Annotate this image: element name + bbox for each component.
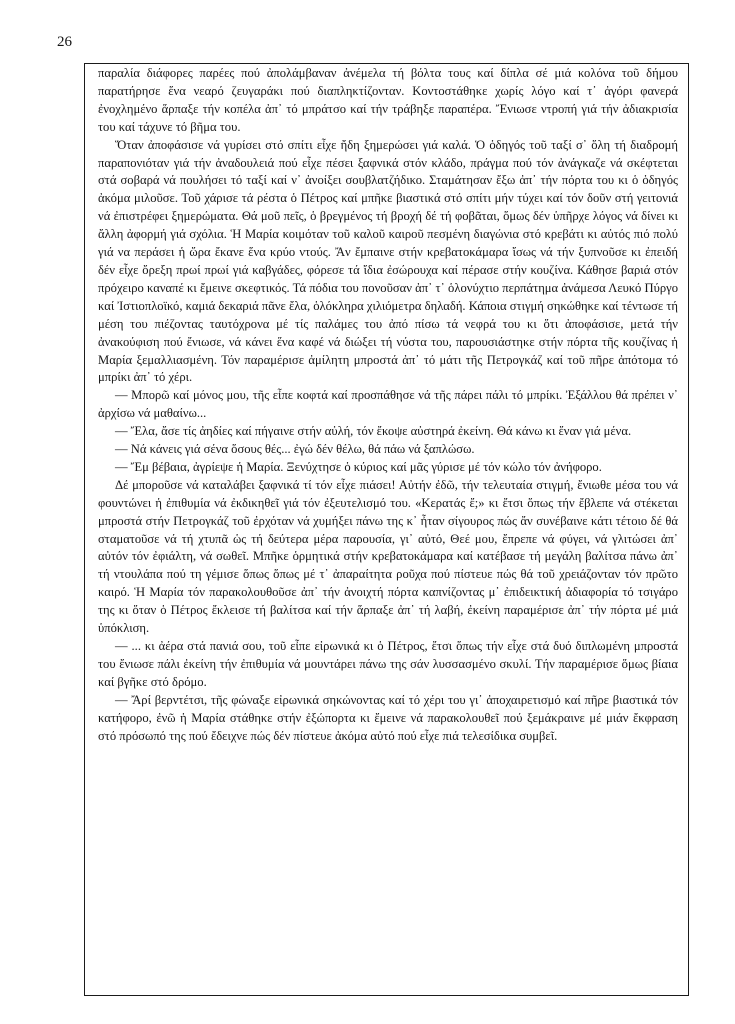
paragraph: Δέ μποροῦσε νά καταλάβει ξαφνικά τί τόν εἶχε πιάσει! Αὐτήν ἐδῶ, τήν τελευταία στιγμή, ἔνιωθε μέσα του νά φουντώνει ἡ ἐπιθυμία νά ἐκδικηθεῖ γιά τόν ἐξευτελισμό του. «Κερατάς ἔ;» κι ἔτσι ὅπως τήν ἔβλεπε νά στέκεται μπροστά στήν Πετρογκάζ τοῦ ἐρχόταν νά χυμήξει πάνω της κ᾽ ἦταν σίγουρος πώς ἄν συνέβαινε κάτι τέτοιο δέ θά σταματοῦσε νά τή χτυπᾶ ὡς τή δεύτερα μέρα παρουσία, γι᾽ αὐτό, Θεέ μου, ἔπρεπε νά φύγει, νά γλιτώσει ἀπ᾽ αὐτόν τόν ἐφιάλτη, νά σωθεῖ. Μπῆκε ὁρμητικά στήν κρεβατοκάμαρα καί κατέβασε τή μεγάλη βαλίτσα πάνω ἀπ᾽ τή ντουλάπα πού τη γέμισε ὅπως ὅπως μέ τ᾽ ἀπαραίτητα ροῦχα πού πίστευε πώς θά τοῦ χρειάζονταν τόν πρῶτο καιρό. Ἡ Μαρία τόν παρακολουθοῦσε ἀπ᾽ τήν ἀνοιχτή πόρτα καπνίζοντας μ᾽ ἐπιδεικτική ἀδιαφορία τό τσιγάρο της κι ὅταν ὁ Πέτρος ἔκλεισε τή βαλίτσα καί τήν ἅρπαξε ἀπ᾽ τή λαβή, ἐκείνη παραμέρισε ἀπ᾽ τήν πόρτα μέ μιά ὑπόκλιση. xyxy=(98,477,678,636)
paragraph: Ὅταν ἀποφάσισε νά γυρίσει στό σπίτι εἶχε ἤδη ξημερώσει γιά καλά. Ὁ ὁδηγός τοῦ ταξί σ᾽ ὅλη τή διαδρομή παραπονιόταν γιά τήν ἀναδουλειά πού εἶχε πέσει ξαφνικά στόν κλάδο, πράγμα πού τόν ἀνάγκαζε νά σκέφτεται στά σοβαρά νά πουλήσει τό ταξί καί ν᾽ ἀνοίξει σουβλατζήδικο. Σταμάτησαν ἔξω ἀπ᾽ τήν πόρτα του κι ὁ ὁδηγός ἀκόμα μιλοῦσε. Τοῦ χάρισε τά ρέστα ὁ Πέτρος καί μπῆκε βιαστικά στό σπίτι μήν τύχει καί τόν δοῦν στή γειτονιά νά ἐπιστρέφει ξημερώματα. Θά μοῦ πεῖς, ὁ βρεγμένος τή βροχή δέ τή φοβᾶται, ὅμως δέν ὑπῆρχε λόγος νά δίνει κι ἄλλη ἀφορμή γιά σχόλια. Ἡ Μαρία κοιμόταν τοῦ καλοῦ καιροῦ πεσμένη διαγώνια στό κρεβάτι κι αὐτός πιό πολύ γιά να περάσει ἡ ὥρα ἔκανε ἕνα κρύο ντούς. Ἄν ἔμπαινε στήν κρεβατοκάμαρα ἴσως νά τήν ξυπνοῦσε κι ἐπειδή δέν εἶχε ὄρεξη πρωί πρωί γιά καβγάδες, φόρεσε τά ἴδια ἐσώρουχα καί πέρασε στήν κουζίνα. Κάθησε βαριά στόν πρόχειρο καναπέ κι ἔμεινε σκεφτικός. Τά πόδια του πονοῦσαν ἀπ᾽ τ᾽ ὁλονύχτιο περπάτημα ἀνάμεσα Λευκό Πύργο καί Ἰστιοπλοϊκό, καμιά δεκαριά πᾶνε ἔλα, ὁλόκληρα χιλιόμετρα δηλαδή. Κάποια στιγμή σηκώθηκε καί τέντωσε τή μέση του πιέζοντας ταυτόχρονα μέ τίς παλάμες του ἀπό πίσω τά νεφρά του κι ὅτι ἀποφάσισε, μετά τήν ἀνακούφιση πού ἔνιωσε, νά κάνει ἕνα καφέ νά διώξει τή νύστα του, παρουσιάστηκε στήν πόρτα τῆς κουζίνας ἡ Μαρία ξεμαλλιασμένη. Τόν παραμέρισε ἀμίλητη μπροστά ἀπ᾽ τό μάτι τῆς Πετρογκάζ καί τοῦ πῆρε ἀπότομα τό μπρίκι ἀπ᾽ τό χέρι. xyxy=(98,137,678,385)
paragraph: — Ἔμ βέβαια, ἀγρίεψε ἡ Μαρία. Ξενύχτησε ὁ κύριος καί μᾶς γύρισε μέ τόν κώλο τόν ἀνήφορο. xyxy=(115,459,602,474)
paragraph: — Ἔλα, ἄσε τίς ἀηδίες καί πήγαινε στήν αὐλή, τόν ἔκοψε αὐστηρά ἐκείνη. Θά κάνω κι ἕναν γιά μένα. xyxy=(115,424,632,439)
page-number: 26 xyxy=(57,34,72,50)
paragraph: — Ἄρί βερντέτσι, τῆς φώναξε εἰρωνικά σηκώνοντας καί τό χέρι του γι᾽ ἀποχαιρετισμό καί πῆρε βιαστικά τόν κατήφορο, ἐνῶ ἡ Μαρία στάθηκε στήν ἐξώπορτα κι ἔμεινε νά παρακολουθεῖ πού ξεμάκραινε μέ μιάν ἔκφραση στό πρόσωπό της πού ἔδειχνε πώς δέν πίστευε ἀκόμα αὐτό πού εἶχε πιά τελεσίδικα συμβεῖ. xyxy=(98,692,678,743)
body-text xyxy=(98,65,678,745)
paragraph: — Μπορῶ καί μόνος μου, τῆς εἶπε κοφτά καί προσπάθησε νά τῆς πάρει πάλι τό μπρίκι. Ἐξάλλου θά πρέπει ν᾽ ἀρχίσω νά μαθαίνω... xyxy=(98,388,678,421)
paragraph: — ... κι ἀέρα στά πανιά σου, τοῦ εἶπε εἰρωνικά κι ὁ Πέτρος, ἔτσι ὅπως τήν εἶχε στά δυό διπλωμένη μπροστά του ἔνιωσε πάλι ἐκείνη τήν ἐπιθυμία νά μουντάρει πάνω της σάν λυσσασμένο σκυλί. Τήν παραμέρισε ὅμως βίαια καί βγῆκε στό δρόμο. xyxy=(98,639,678,689)
paragraph: παραλία διάφορες παρέες πού ἀπολάμβαναν ἀνέμελα τή βόλτα τους καί δίπλα σέ μιά κολόνα τοῦ δήμου παρατήρησε ἕνα νεαρό ζευγαράκι πού διαπληκτίζονταν. Κοντοστάθηκε χωρίς λόγο καί τ᾽ ἀγόρι φανερά ἐνοχλημένο ἅρπαξε τήν κοπέλα ἀπ᾽ τό μπράτσο καί τήν τράβηξε παραπέρα. Ἔνιωσε ντροπή γιά τήν ἀδιακρισία του καί τάχυνε τό βῆμα του. xyxy=(98,66,678,134)
paragraph: — Νά κάνεις γιά σένα ὅσους θές... ἐγώ δέν θέλω, θά πάω νά ξαπλώσω. xyxy=(115,442,475,457)
